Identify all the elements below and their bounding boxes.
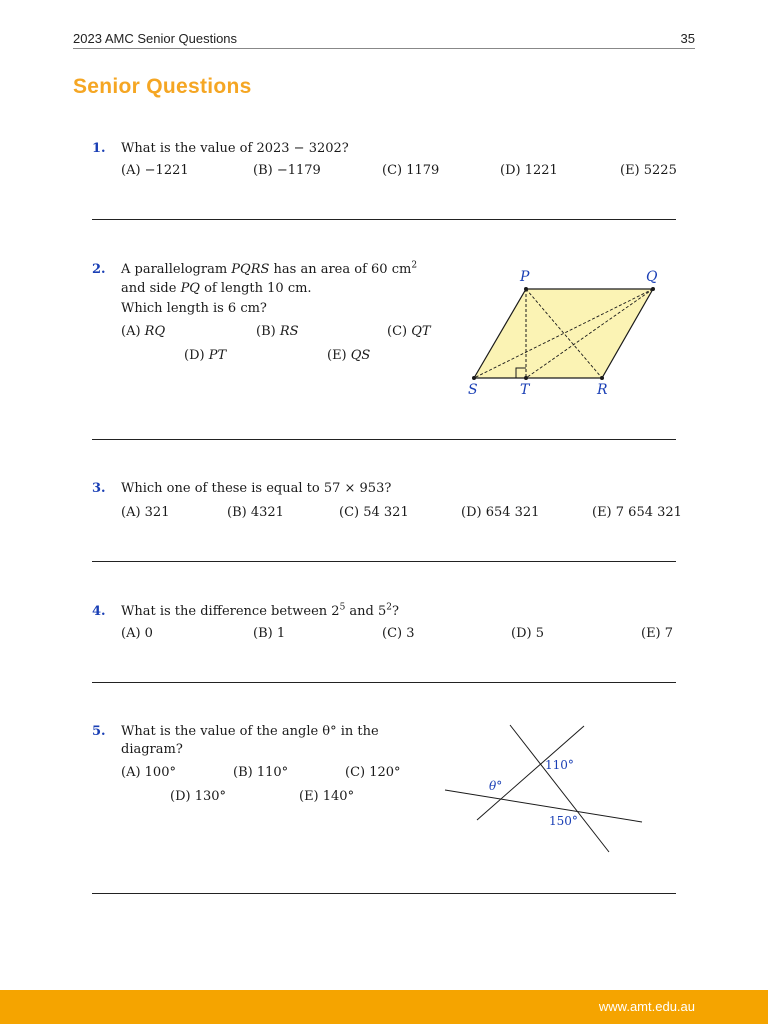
option-d: (D) PT [184, 348, 227, 363]
question-stem: What is the difference between $2^5$ and $5^2$? [121, 602, 399, 619]
footer-url: www.amt.edu.au [598, 999, 695, 1014]
option-a: (A) 321 [121, 505, 170, 520]
question-stem-line-1: A parallelogram PQRS has an area of 60 $cm^2$ [121, 260, 418, 277]
line-3 [445, 790, 642, 822]
question-stem: Which one of these is equal to 57 × 953? [121, 481, 392, 496]
option-b: (B) 1 [253, 626, 286, 641]
question-divider [92, 561, 676, 562]
label-q: Q [646, 269, 658, 285]
option-e: (E) QS [327, 348, 371, 363]
option-b: (B) 4321 [227, 505, 284, 520]
option-d: (D) 654 321 [461, 505, 540, 520]
vertex-r [600, 376, 604, 380]
vertex-s [472, 376, 476, 380]
option-e: (E) 140° [299, 789, 355, 804]
angle-label-theta: θ° [489, 779, 503, 793]
option-a: (A) 100° [121, 765, 176, 780]
question-number: 1. [92, 141, 106, 156]
option-b: (B) 110° [233, 765, 289, 780]
option-e: (E) 7 654 321 [592, 505, 682, 520]
option-b: (B) RS [256, 324, 299, 339]
option-c: (C) 1179 [382, 163, 440, 178]
page-footer [0, 990, 768, 1024]
option-c: (C) 3 [382, 626, 415, 641]
option-c: (C) QT [387, 324, 431, 339]
question-divider [92, 439, 676, 440]
question-divider [92, 219, 676, 220]
question-number: 5. [92, 724, 106, 739]
option-a: (A) RQ [121, 324, 166, 339]
option-e: (E) 7 [641, 626, 674, 641]
page-header [73, 31, 695, 49]
vertex-p [524, 287, 528, 291]
parallelogram-shape [474, 289, 653, 378]
question-number: 4. [92, 604, 106, 619]
section-title: Senior Questions [73, 75, 252, 98]
option-a: (A) 0 [121, 626, 153, 641]
vertex-q [651, 287, 655, 291]
page-number: 35 [680, 31, 695, 46]
option-d: (D) 5 [511, 626, 544, 641]
option-c: (C) 120° [345, 765, 401, 780]
option-c: (C) 54 321 [339, 505, 409, 520]
label-t: T [520, 382, 530, 398]
header-divider [73, 48, 695, 49]
question-number: 3. [92, 481, 106, 496]
question-number: 2. [92, 262, 106, 277]
question-stem-line-1: What is the value of the angle θ° in the [121, 724, 379, 739]
question-stem-line-2: and side PQ of length 10 cm. [121, 281, 312, 296]
question-stem-line-3: Which length is 6 cm? [121, 301, 267, 316]
option-d: (D) 1221 [500, 163, 558, 178]
angle-label-110: 110° [545, 758, 574, 772]
label-s: S [468, 382, 478, 398]
question-divider [92, 682, 676, 683]
line-2 [477, 726, 584, 820]
option-b: (B) −1179 [253, 163, 321, 178]
question-stem-line-2: diagram? [121, 742, 183, 757]
option-d: (D) 130° [170, 789, 227, 804]
line-1 [510, 725, 609, 852]
label-p: P [520, 269, 530, 285]
angle-diagram [440, 718, 650, 858]
option-e: (E) 5225 [620, 163, 677, 178]
option-a: (A) −1221 [121, 163, 189, 178]
label-r: R [597, 382, 608, 398]
question-divider [92, 893, 676, 894]
question-stem: What is the value of 2023 − 3202? [121, 141, 349, 156]
angle-label-150: 150° [549, 814, 578, 828]
parallelogram-diagram [460, 262, 680, 402]
vertex-t [524, 376, 528, 380]
header-title: 2023 AMC Senior Questions [73, 31, 238, 46]
